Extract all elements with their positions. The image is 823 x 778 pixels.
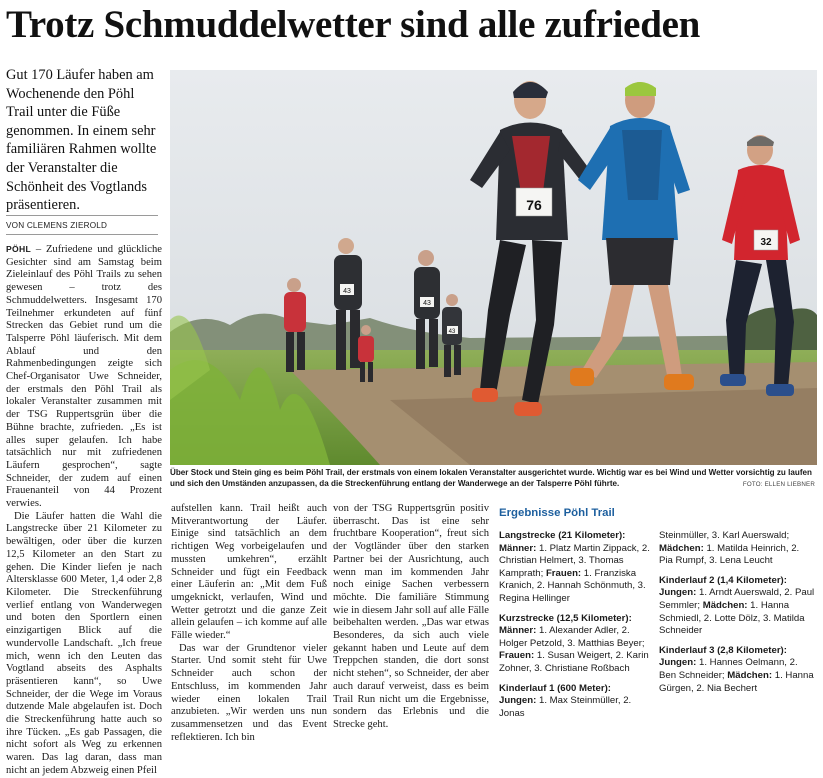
results-heading: Kurzstrecke (12,5 Kilometer):: [499, 612, 632, 624]
article-paragraph: von der TSG Ruppertsgrün positiv überrascht. Das ist eine sehr fruchtbare Kooperation“, freut sich der Vogtländer über den starken Partner bei der Ausrichtung, auch wenn man im kommenden Jahr noch einige Sachen verbessern möchte. Die familiäre Stimmung wie in diesem Jahr soll auf alle Fälle beibehalten werden. „Das war etwas Besonderes, da sich auch viele gekannt haben und Leute auf dem Treppchen standen, die dort sonst nicht stehen“, so Schneider, der aber auch darauf verweist, dass es beim Trail Run nicht um die Ergebnisse, sondern das Erlebnis und die Strecke geht.: [333, 503, 489, 730]
results-group-kurzstrecke: Kurzstrecke (12,5 Kilometer): Männer: 1. Alexander Adler, 2. Holger Petzold, 3. Matthias Beyer; Frauen: 1. Susan Weigert, 2. Karin Zohner, 3. Christiane Roßbach: [499, 612, 649, 674]
results-group-kinderlauf-2: Kinderlauf 2 (1,4 Kilometer): Jungen: 1. Arndt Auerswald, 2. Paul Semmler; Mädchen: 1. Hanna Schmiedl, 2. Lotte Dölz, 3. Matilda Schneider: [659, 574, 815, 637]
bib-number: 43: [343, 288, 351, 295]
photo-caption: Über Stock und Stein ging es beim Pöhl Trail, der erstmals von einem lokalen Veranstalter ausgerichtet wurde. Wichtig war es bei Wind und Wetter vorsichtig zu laufen und sich den Umständen anzupassen, da die Streckenführung entlang der Wanderwege an der Talsperre Pöhl führte.: [170, 468, 812, 488]
results-box: [495, 505, 817, 719]
article-paragraph: [6, 243, 162, 511]
article-paragraph: aufstellen kann. Trail heißt auch Mitverantwortung der Läufer. Einige sind tatsächlich an dem richtigen Weg vorbeigelaufen und mussten umkehren“, erzählt Schneider und fügt ein Feedback einer Läuferin an: „Mit dem Fuß umgeknickt, verlaufen, Wind und Wetter getrotzt und die ganze Zeit allein gelaufen – ich komme auf alle Fälle wieder.“: [171, 503, 327, 642]
intro-teaser: Gut 170 Läufer haben am Wochenende den Pöhl Trail unter die Füße genommen. In einem sehr familiären Rahmen wollte der Veranstalter die Schönheit des Vogtlands präsentieren.: [6, 67, 157, 214]
results-heading: Langstrecke (21 Kilometer):: [499, 530, 626, 541]
results-group-kinderlauf-3: Kinderlauf 3 (2,8 Kilometer): Jungen: 1. Hannes Oelmann, 2. Ben Schneider; Mädchen: 1. Hanna Gürgen, 2. Nia Bechert: [659, 644, 814, 694]
trail-runners-image: [170, 70, 817, 465]
results-group-kinderlauf-1: Kinderlauf 1 (600 Meter): Jungen: 1. Max Steinmüller, 2. Jonas: [499, 682, 632, 719]
results-column-2: [659, 530, 815, 702]
article-column-3: [333, 503, 489, 730]
headline: Trotz Schmuddelwetter sind alle zufrieden: [6, 3, 700, 46]
article-column-1: [6, 243, 162, 776]
results-heading: Kinderlauf 2 (1,4 Kilometer):: [659, 574, 787, 586]
results-group-langstrecke: Langstrecke (21 Kilometer): Männer: 1. Platz Martin Zippack, 2. Christian Helmert, 3. Thomas Kamprath; Frauen: 1. Franziska Kranich, 2. Hannah Schönmuth, 3. Regina Hellinger: [499, 530, 650, 604]
bib-number: 43: [423, 300, 431, 307]
author-byline: VON CLEMENS ZIEROLD: [6, 221, 108, 230]
article-column-2: [171, 503, 327, 743]
dateline: PÖHL: [6, 244, 32, 254]
results-group-kinderlauf-1-cont: Steinmüller, 3. Karl Auerswald; Mädchen: 1. Matilda Heinrich, 2. Pia Rumpf, 3. Lena Leucht: [659, 530, 800, 567]
bib-number: 43: [448, 329, 456, 335]
race-photo: [170, 70, 817, 465]
intro-divider: [6, 215, 158, 216]
paragraph-text: – Zufriedene und glückliche Gesichter sind am Samstag beim Zieleinlauf des Pöhl Trails zu sehen gewesen – trotz des Schmuddelwetters. Insgesamt 170 Teilnehmer erkundeten auf fünf Strecken das Gebiet rund um die Talsperre Pöhl läuferisch. Mit dem Ablauf und den Rahmenbedingungen zeigte sich Chef-Organisator Uwe Schneider, der erstmals den Pöhl Trail als lokaler Veranstalter zusammen mit der TSG Ruppertsgrün über die Bühne brachte, zufrieden. „Es ist alles super gelaufen. Ich habe tatsächlich nur mit zufriedenen Läufern gesprochen“, sagte Schneider, der zudem auf einen Frauenanteil von 44 Prozent verwies.: [6, 244, 162, 510]
photo-credit: FOTO: ELLEN LIEBNER: [742, 481, 815, 488]
bib-number: 76: [526, 197, 542, 213]
article-paragraph: Das war der Grundtenor vieler Starter. Und somit steht für Uwe Schneider auch schon der Entschluss, im kommenden Jahr wieder einen lokalen Trail anzubieten. „Wir werden uns nun zusammensetzen und das Event reflektieren. Ich bin: [171, 642, 327, 743]
results-heading: Kinderlauf 1 (600 Meter):: [499, 682, 611, 694]
byline-divider: [6, 234, 158, 235]
results-heading: Kinderlauf 3 (2,8 Kilometer):: [659, 644, 787, 656]
results-column-1: [499, 530, 653, 727]
article-paragraph: Die Läufer hatten die Wahl die Langstrecke über 21 Kilometer zu bewältigen, oder über die kurzen 12,5 Kilometer an den Start zu gehen. Die Kinder liefen je nach Altersklasse 600 Meter, 1,4 oder 2,8 Kilometer. Die Streckenführung verlief entlang von Wanderwegen und boten den Sportlern einen einzigartigen Blick auf die wundervolle Landschaft. „Ich freue mich, wenn ich den Leuten das Vogtland abseits des Asphalts präsentieren kann“, so Uwe Schneider, der die Wege im Voraus dutzende Male abgelaufen ist. Doch die Streckenführung hatte auch so ihre Tücken. „Es gab Passagen, die nicht sofort als Weg zu erkennen waren. Das lag daran, dass man nicht an jedem Abzweig einen Pfeil: [6, 510, 162, 776]
bib-number: 32: [760, 237, 772, 248]
results-title: Ergebnisse Pöhl Trail: [499, 507, 615, 519]
